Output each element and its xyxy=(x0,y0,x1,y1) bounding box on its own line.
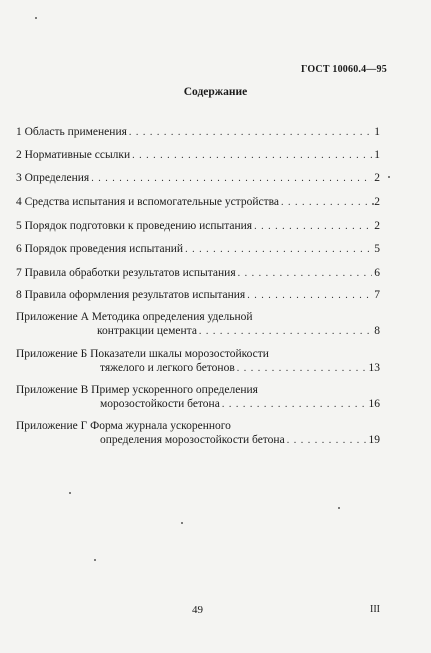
leader-dots xyxy=(237,363,367,374)
scan-speck xyxy=(94,559,96,561)
leader-dots xyxy=(129,127,372,138)
scan-speck xyxy=(181,522,183,524)
appendix-entry[interactable] xyxy=(16,420,380,446)
page-number: 49 xyxy=(192,604,203,616)
appendix-continuation xyxy=(16,362,380,374)
scan-speck xyxy=(338,507,340,509)
appendix-title: Приложение Б Показатели шкалы морозостойкости xyxy=(16,348,269,360)
toc-entry-page: 2 xyxy=(374,196,380,208)
section-roman-numeral: III xyxy=(370,604,380,615)
standard-designation: ГОСТ 10060.4—95 xyxy=(301,64,387,75)
toc-entry-label: 8 Правила оформления результатов испытания xyxy=(16,289,246,301)
toc-entry[interactable] xyxy=(16,220,380,232)
appendix-subtitle: тяжелого и легкого бетонов xyxy=(100,362,235,374)
leader-dots xyxy=(199,326,372,337)
appendix-entry[interactable] xyxy=(16,311,380,337)
toc-entry-page: 6 xyxy=(374,267,380,279)
toc-entry[interactable] xyxy=(16,267,380,279)
leader-dots xyxy=(238,268,373,279)
toc-entry-page: 1 xyxy=(374,149,380,161)
leader-dots xyxy=(222,399,367,410)
appendix-page: 8 xyxy=(374,325,380,337)
toc-entry[interactable] xyxy=(16,172,380,184)
leader-dots xyxy=(247,290,372,301)
toc-entry-page: 2 xyxy=(374,172,380,184)
leader-dots xyxy=(132,150,372,161)
leader-dots xyxy=(287,435,367,446)
leader-dots xyxy=(254,221,372,232)
toc-entry-page: 5 xyxy=(374,243,380,255)
toc-entry[interactable] xyxy=(16,289,380,301)
toc-entry-label: 4 Средства испытания и вспомогательные устройства xyxy=(16,196,280,208)
toc-entry-page: 2 xyxy=(374,220,380,232)
toc-entry[interactable] xyxy=(16,243,380,255)
appendix-page: 16 xyxy=(368,398,380,410)
scan-speck xyxy=(35,17,37,19)
appendix-subtitle: контракции цемента xyxy=(97,325,197,337)
toc-entry-label: 2 Нормативные ссылки xyxy=(16,149,131,161)
toc-entry[interactable] xyxy=(16,196,380,208)
appendix-title: Приложение Г Форма журнала ускоренного xyxy=(16,420,231,432)
appendix-continuation xyxy=(16,434,380,446)
toc-entry-label: 1 Область применения xyxy=(16,126,127,138)
leader-dots xyxy=(185,244,372,255)
toc-entry-label: 5 Порядок подготовки к проведению испытания xyxy=(16,220,253,232)
appendix-title: Приложение В Пример ускоренного определения xyxy=(16,384,258,396)
appendix-subtitle: морозостойкости бетона xyxy=(100,398,220,410)
page-title: Содержание xyxy=(183,86,248,98)
scan-speck xyxy=(372,203,374,205)
leader-dots xyxy=(281,197,372,208)
toc-entry-label: 6 Порядок проведения испытаний xyxy=(16,243,184,255)
toc-entry-page: 7 xyxy=(374,289,380,301)
appendix-subtitle: определения морозостойкости бетона xyxy=(100,434,285,446)
leader-dots xyxy=(91,173,372,184)
appendix-page: 19 xyxy=(368,434,380,446)
appendix-continuation xyxy=(16,325,380,337)
appendix-title: Приложение А Методика определения удельной xyxy=(16,311,253,323)
toc-entry-label: 3 Определения xyxy=(16,172,90,184)
appendix-page: 13 xyxy=(368,362,380,374)
scan-speck xyxy=(69,492,71,494)
toc-entry-page: 1 xyxy=(374,126,380,138)
toc-entry[interactable] xyxy=(16,149,380,161)
toc-entry-label: 7 Правила обработки результатов испытания xyxy=(16,267,236,279)
appendix-continuation xyxy=(16,398,380,410)
appendix-entry[interactable] xyxy=(16,348,380,374)
appendix-entry[interactable] xyxy=(16,384,380,410)
scan-speck xyxy=(388,176,390,178)
toc-entry[interactable] xyxy=(16,126,380,138)
